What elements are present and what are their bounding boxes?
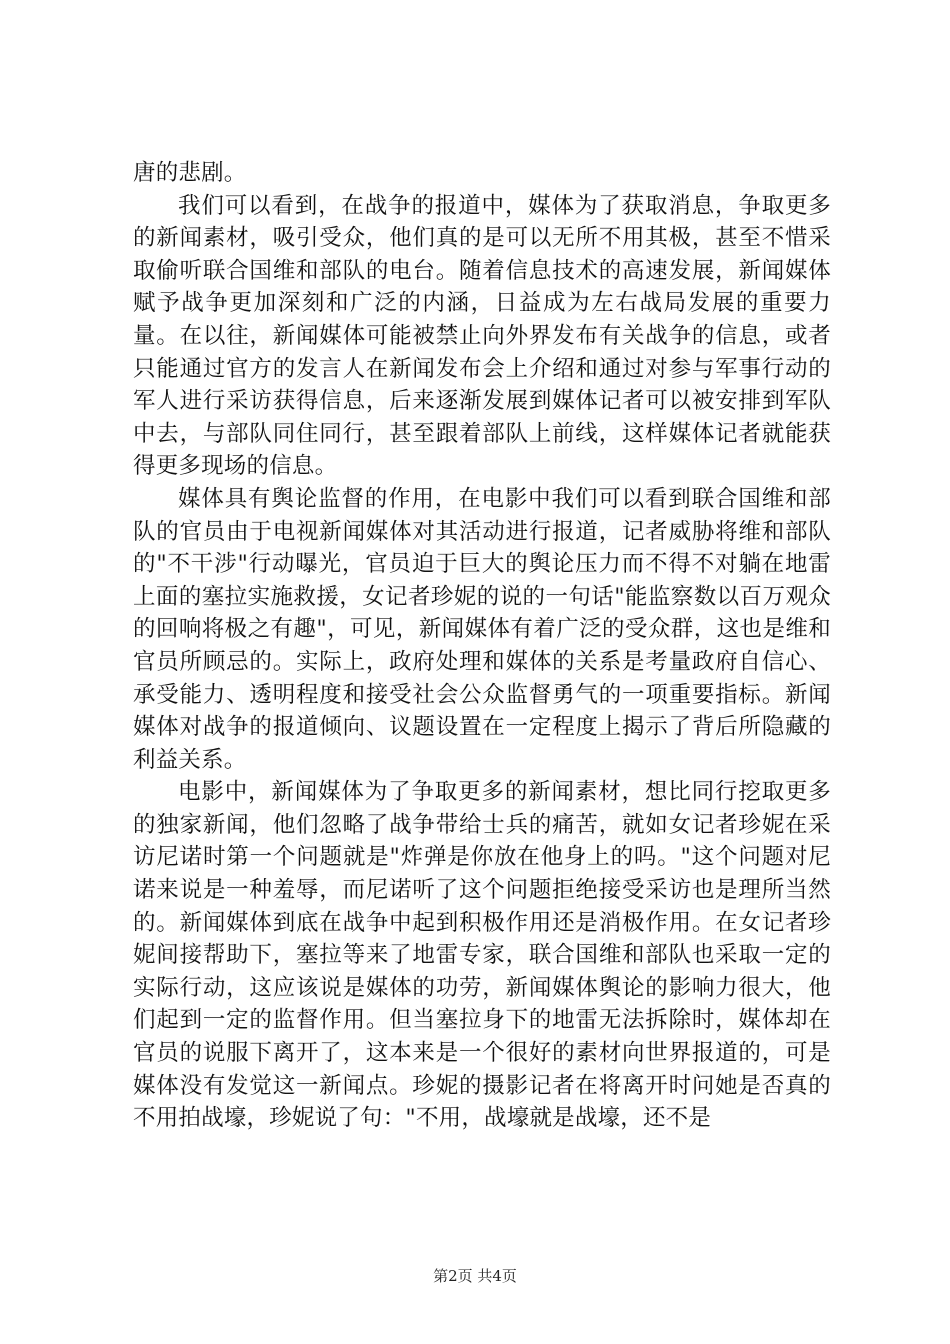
document-body <box>133 157 831 1135</box>
page-footer: 第2页 共4页 <box>433 1267 517 1285</box>
paragraph-3: 媒体具有舆论监督的作用，在电影中我们可以看到联合国维和部队的官员由于电视新闻媒体对其活动进行报道，记者威胁将维和部队的"不干涉"行动曝光，官员迫于巨大的舆论压力而不得不对躺在地雷上面的塞拉实施救援，女记者珍妮的说的一句话"能监察数以百万观众的回响将极之有趣"，可见，新闻媒体有着广泛的受众群，这也是维和官员所顾忌的。实际上，政府处理和媒体的关系是考量政府自信心、承受能力、透明程度和接受社会公众监督勇气的一项重要指标。新闻媒体对战争的报道倾向、议题设置在一定程度上揭示了背后所隐藏的利益关系。 <box>133 485 831 773</box>
paragraph-2: 我们可以看到，在战争的报道中，媒体为了获取消息，争取更多的新闻素材，吸引受众，他们真的是可以无所不用其极，甚至不惜采取偷听联合国维和部队的电台。随着信息技术的高速发展，新闻媒体赋予战争更加深刻和广泛的内涵，日益成为左右战局发展的重要力量。在以往，新闻媒体可能被禁止向外界发布有关战争的信息，或者只能通过官方的发言人在新闻发布会上介绍和通过对参与军事行动的军人进行采访获得信息，后来逐渐发展到媒体记者可以被安排到军队中去，与部队同住同行，甚至跟着部队上前线，这样媒体记者就能获得更多现场的信息。 <box>133 192 831 480</box>
paragraph-4: 电影中，新闻媒体为了争取更多的新闻素材，想比同行挖取更多的独家新闻，他们忽略了战争带给士兵的痛苦，就如女记者珍妮在采访尼诺时第一个问题就是"炸弹是你放在他身上的吗。"这个问题对尼诺来说是一种羞辱，而尼诺听了这个问题拒绝接受采访也是理所当然的。新闻媒体到底在战争中起到积极作用还是消极作用。在女记者珍妮间接帮助下，塞拉等来了地雷专家，联合国维和部队也采取一定的实际行动，这应该说是媒体的功劳，新闻媒体舆论的影响力很大，他们起到一定的监督作用。但当塞拉身下的地雷无法拆除时，媒体却在官员的说服下离开了，这本来是一个很好的素材向世界报道的，可是媒体没有发觉这一新闻点。珍妮的摄影记者在将离开时问她是否真的不用拍战壕，珍妮说了句："不用，战壕就是战壕，还不是 <box>133 779 831 1132</box>
paragraph-1: 唐的悲剧。 <box>133 160 247 186</box>
